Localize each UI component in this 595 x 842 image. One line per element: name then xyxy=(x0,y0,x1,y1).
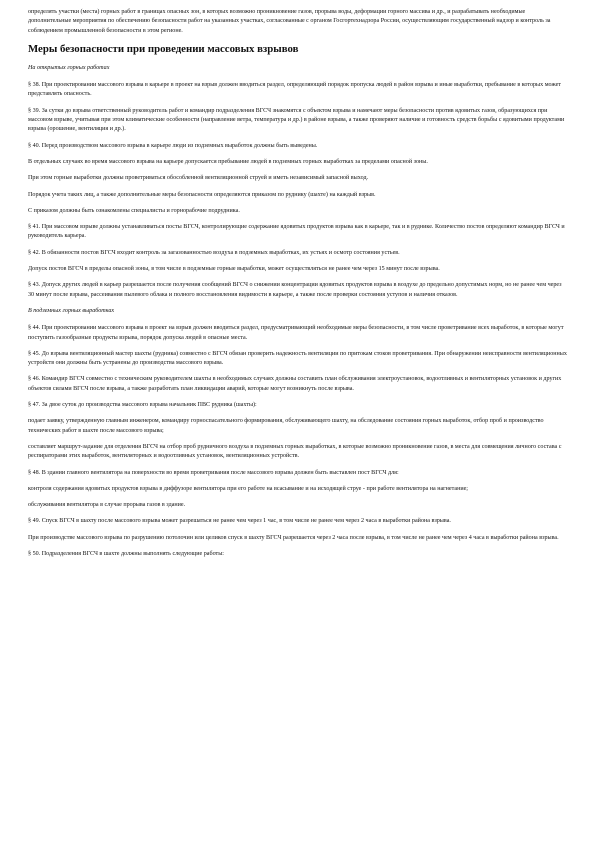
paragraph: § 50. Подразделения ВГСЧ в шахте должны выполнять следующие работы: xyxy=(28,550,225,557)
paragraph: обслуживания вентилятора в случае прорыва газов в здание. xyxy=(28,502,186,509)
paragraph: С приказом должны быть ознакомлены специалисты и горнорабочие подрудника. xyxy=(28,207,240,214)
paragraph: § 42. В обязанности постов ВГСЧ входит контроль за загазованностью воздуха в подземных выработках, их устьях и осмотр состояния устьев. xyxy=(28,249,400,256)
paragraph: составляет маршрут-задание для отделения ВГСЧ на отбор проб рудничного воздуха в подземных горных выработках, в которые возможно проникновение газов, в места для совмещения личного состава с респираторами этих выработок, вентиляторных и водоотливных установок, вентиляционных устройств. xyxy=(28,443,562,460)
subheading-underground: В подземных горных выработках xyxy=(28,307,115,314)
paragraph: § 40. Перед производством массового взрыва в карьере люди из подземных выработок должны быть выведены. xyxy=(28,142,318,149)
paragraph: § 47. За двое суток до производства массового взрыва начальник ПВС рудника (шахты): xyxy=(28,402,257,409)
open-pit-section xyxy=(28,81,567,300)
intro-paragraph: определять участки (места) горных работ в границах опасных зон, в которых возможно проникновение газов, прорыва воды, деформации горного массива и др., и разрабатывать необходимые дополнительные мероприятия по обеспечению безопасности работ на указанных участках, согласованные с органом Госгортехнадзора России, осуществляющим государственный надзор и контроль за соблюдением промышленной безопасности в этом регионе. xyxy=(28,9,551,34)
paragraph: § 45. До взрыва вентиляционный мастер шахты (рудника) совместно с ВГСЧ обязан проверить надежность вентиляции по притокам стоков проветривания. При обнаружении неисправности вентиляционных устройств они должны быть устранены до производства массового взрыва. xyxy=(28,350,567,367)
paragraph: При этом горные выработки должны проветриваться обособленной вентиляционной струей и иметь независимый запасной выход. xyxy=(28,175,369,182)
paragraph: § 41. При массовом взрыве должны устанавливаться посты ВГСЧ, контролирующие содержание ядовитых продуктов взрыва как в карьере, так и в руднике. Количество постов определяют командир ВГСЧ и руководитель карьера. xyxy=(28,224,565,240)
paragraph: В отдельных случаях во время массового взрыва на карьере допускается пребывание людей в подземных горных выработках за пределами опасной зоны. xyxy=(28,158,428,165)
paragraph: § 49. Спуск ВГСЧ в шахту после массового взрыва может разрешаться не ранее чем через 1 час, в том числе не ранее чем через 2 часа в выработки района взрыва. xyxy=(28,518,451,525)
paragraph: § 43. Допуск других людей в карьер разрешается после получения сообщений ВГСЧ о снижении концентрации ядовитых продуктов взрыва в воздухе до предельно допустимых норм, но не ранее чем через 30 минут после взрыва, рассеивания пылевого облака и полного восстановления видимости в карьере, а также после проверки состояния уступов и наличия отказов. xyxy=(28,282,562,298)
subheading-open-pit: На открытых горных работах xyxy=(28,64,110,71)
paragraph: Порядок учета таких лиц, а также дополнительные меры безопасности определяются приказом по руднику (шахте) на каждый взрыв. xyxy=(28,191,376,198)
paragraph: § 44. При проектировании массового взрыва в проект на взрыв должен вводиться раздел, предусматривающий необходимые меры безопасности, в том числе проветривание всех выработок, в которые могут поступить газообразные продукты взрыва, порядок допуска людей в опасные места. xyxy=(28,325,564,341)
paragraph: § 39. За сутки до взрыва ответственный руководитель работ и командир подразделения ВГСЧ знакомятся с объектом взрыва и намечают меры безопасности против ядовитых газов, образующихся при массовом взрыве, учитывая при этом климатические особенности (направление ветра, температура и др.) в районе взрыва, а также проверяют наличие и готовность средств борьбы с ядовитыми продуктами взрыва (орошение, вентиляция и др.). xyxy=(28,107,565,133)
paragraph: Допуск постов ВГСЧ в пределы опасной зоны, в том числе в подземные горные выработки, может осуществляться не ранее чем через 15 минут после взрыва. xyxy=(28,266,440,273)
paragraph: контроля содержания ядовитых продуктов взрыва в диффузоре вентилятора при его работе на всасывание и на исходящей струе - при работе вентилятора на нагнетание; xyxy=(28,485,469,492)
paragraph: подает заявку, утвержденную главным инженером, командиру горноспасательного формирования, обслуживающего шахту, на обследование состояния горных выработок, отбор проб и производство технических работ в шахте после массового взрыва; xyxy=(28,418,544,434)
paragraph: § 38. При проектировании массового взрыва в карьере в проект на взрыв должен вводиться раздел, определяющий порядок пропуска людей в район взрыва и иные выработки, пребывание в которых может представлять опасность. xyxy=(28,82,561,98)
paragraph: § 48. В здании главного вентилятора на поверхности во время проветривания после массового взрыва должен быть выставлен пост ВГСЧ для: xyxy=(28,469,399,476)
paragraph: При производстве массового взрыва по разрушению потолочин или целиков спуск в шахту ВГСЧ разрешается через 2 часа после взрыва, в том числе не ранее чем через 4 часа в выработки района взрыва. xyxy=(28,534,559,541)
section-heading: Меры безопасности при проведении массовых взрывов xyxy=(28,42,299,55)
underground-section xyxy=(28,324,567,559)
paragraph: § 46. Командир ВГСЧ совместно с техническим руководителем шахты в необходимых случаях должны составить план обслуживания электроустановок, водоотливных и вентиляторных установок и других объектов силами ВГСЧ после взрыва, а также разработать план ликвидации аварий, которые могут возникнуть после взрыва. xyxy=(28,376,562,392)
